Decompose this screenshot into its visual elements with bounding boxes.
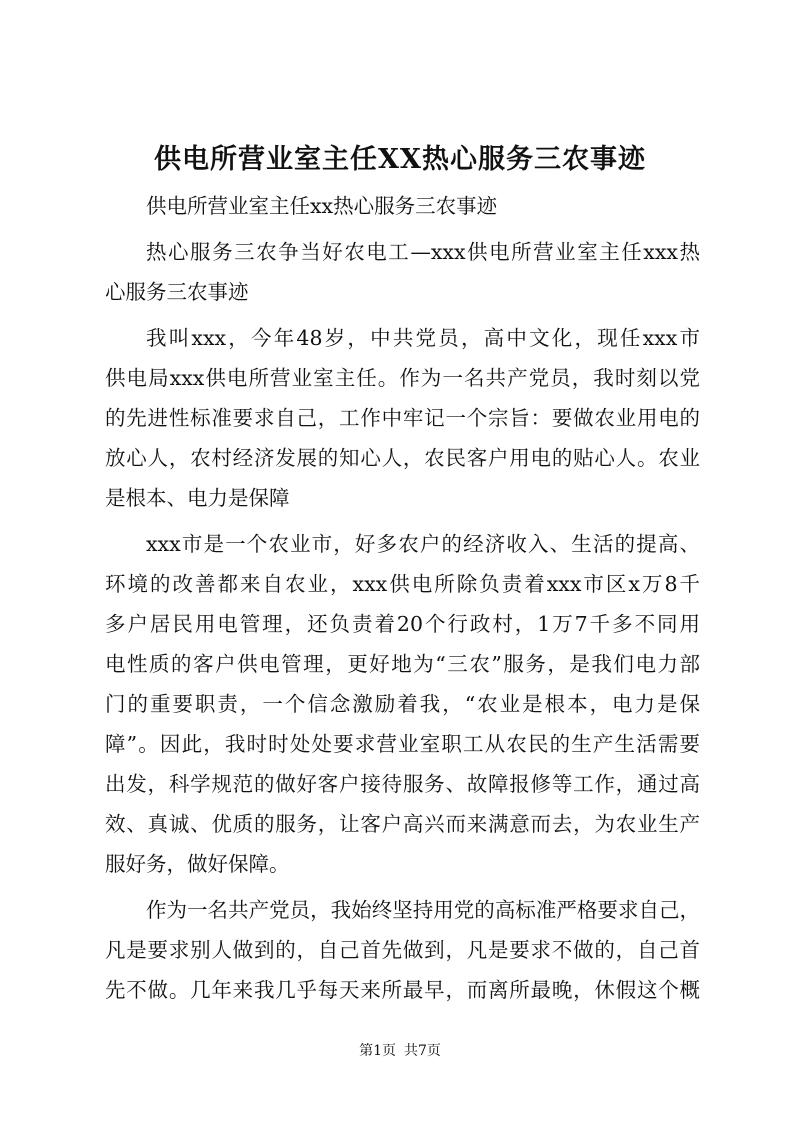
text-line: 电性质的客户供电管理，更好地为“三农”服务，是我们电力部 [105,652,700,676]
paragraph [105,318,700,518]
paragraph [105,232,700,312]
text-line: 作为一名共产党员，我始终坚持用党的高标准严格要求自己， [146,898,700,922]
document-body [105,186,700,1010]
text-line: 先不做。几年来我几乎每天来所最早，而离所最晚，休假这个概 [105,978,700,1002]
text-line: 的先进性标准要求自己，工作中牢记一个宗旨：要做农业用电的 [105,406,700,430]
text-line: 放心人，农村经济发展的知心人，农民客户用电的贴心人。农业 [105,446,700,470]
text-line: 多户居民用电管理，还负责着20个行政村，1万7千多不同用 [105,612,700,636]
paragraph [105,890,700,1010]
text-line: 环境的改善都来自农业，xxx供电所除负责着xxx市区x万8千 [105,572,700,596]
text-line: 出发，科学规范的做好客户接待服务、故障报修等工作，通过高 [105,772,700,796]
text-line: 效、真诚、优质的服务，让客户高兴而来满意而去，为农业生产 [105,812,700,836]
page-footer [0,1041,800,1061]
text-line: 供电所营业室主任xx热心服务三农事迹 [146,194,498,218]
document-title: 供电所营业室主任XX热心服务三农事迹 [154,144,646,175]
text-line: 服好务，做好保障。 [105,852,290,876]
text-line: 是根本、电力是保障 [105,486,290,510]
text-line: 障”。因此，我时时处处要求营业室职工从农民的生产生活需要 [105,732,700,756]
text-line: 门的重要职责，一个信念激励着我，“农业是根本，电力是保 [105,692,700,716]
page-number: 第1页 [359,1043,396,1059]
text-line: 供电局xxx供电所营业室主任。作为一名共产党员，我时刻以党 [105,366,700,390]
text-line: 凡是要求别人做到的，自己首先做到，凡是要求不做的，自己首 [105,938,700,962]
text-line: 心服务三农事迹 [105,280,249,304]
text-line: 热心服务三农争当好农电工—xxx供电所营业室主任xxx热 [146,240,700,264]
text-line: 我叫xxx，今年48岁，中共党员，高中文化，现任xxx市 [146,326,700,350]
page-total: 共7页 [404,1043,441,1059]
paragraph [105,186,700,226]
paragraph [105,524,700,884]
text-line: xxx市是一个农业市，好多农户的经济收入、生活的提高、 [146,532,700,556]
